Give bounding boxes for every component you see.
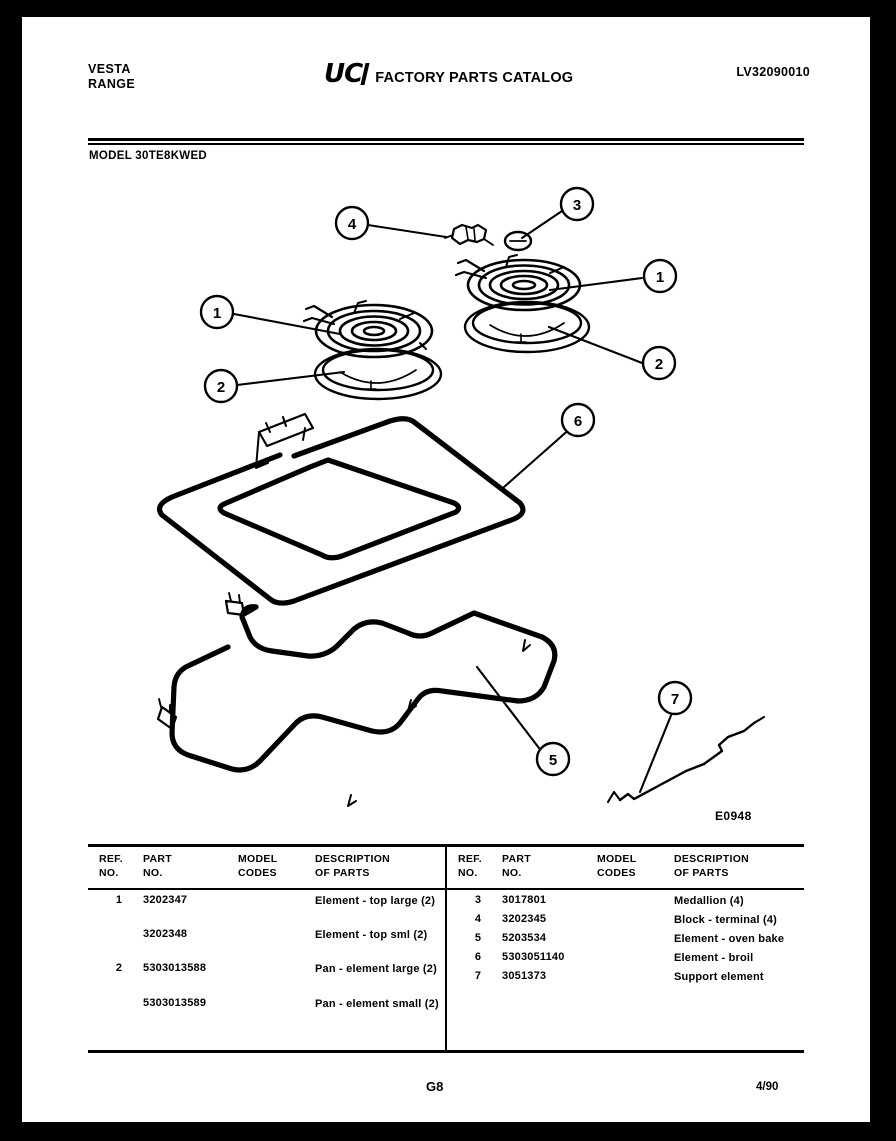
brand-category: RANGE <box>88 77 136 91</box>
bake-support-clips <box>348 640 530 806</box>
cell-part: 3202345 <box>502 913 547 925</box>
cell-part: 5203534 <box>502 932 547 944</box>
element-broil <box>160 419 523 603</box>
leader-4 <box>368 225 446 237</box>
cell-part: 5303013588 <box>143 962 207 974</box>
leader-5 <box>477 667 542 752</box>
cell-part: 5303013589 <box>143 997 207 1009</box>
revision-date: 4/90 <box>756 1081 779 1093</box>
parts-table-left <box>88 844 445 1053</box>
cell-part: 5303051140 <box>502 951 565 963</box>
cell-ref: 1 <box>115 894 123 906</box>
table-row <box>447 970 804 989</box>
header-model-codes: MODEL CODES <box>238 853 278 879</box>
medallion <box>505 232 531 250</box>
cell-ref: 6 <box>474 951 482 963</box>
figure-code: E0948 <box>715 809 752 823</box>
table-rows-left <box>88 894 445 1031</box>
callout-4-label: 4 <box>347 216 357 233</box>
cell-desc: Pan - element large (2) <box>315 963 437 975</box>
cell-desc: Element - broil <box>674 952 754 964</box>
cell-ref: 7 <box>474 970 482 982</box>
header-ref-no: REF. NO. <box>99 853 123 879</box>
callout-2-left-label: 2 <box>216 379 226 396</box>
callout-6-label: 6 <box>573 413 583 430</box>
table-header-left <box>88 853 445 887</box>
header-part-no: PART NO. <box>143 853 173 879</box>
header-description: DESCRIPTION OF PARTS <box>315 853 391 879</box>
cell-desc: Pan - element small (2) <box>315 998 439 1010</box>
header-model-codes: MODEL CODES <box>597 853 637 879</box>
table-rows-right <box>447 894 804 989</box>
cell-desc: Element - oven bake <box>674 933 785 945</box>
callout-2-right-label: 2 <box>654 356 664 373</box>
table-row <box>88 928 445 962</box>
callout-1-left-label: 1 <box>212 305 222 322</box>
leader-1-right <box>550 278 642 290</box>
callout-1-right-label: 1 <box>655 269 665 286</box>
catalog-page <box>22 17 870 1122</box>
parts-illustration <box>22 167 870 827</box>
cell-part: 3202348 <box>143 928 188 940</box>
cell-desc: Block - terminal (4) <box>674 914 778 926</box>
header-ref-no: REF. NO. <box>458 853 482 879</box>
table-row <box>447 951 804 970</box>
header-description: DESCRIPTION OF PARTS <box>674 853 750 879</box>
table-header-right <box>447 853 804 887</box>
callout-3-label: 3 <box>572 197 582 214</box>
callout-7-label: 7 <box>670 691 680 708</box>
leader-6 <box>504 427 572 487</box>
header-rule-thick <box>88 138 804 141</box>
header-rule-thin <box>88 143 804 145</box>
cell-ref: 3 <box>474 894 482 906</box>
leader-2-right <box>549 327 642 363</box>
parts-table <box>88 844 804 1060</box>
header-part-no: PART NO. <box>502 853 532 879</box>
table-row <box>447 932 804 951</box>
parts-table-right <box>447 844 804 1053</box>
block-terminal <box>445 225 493 245</box>
cell-part: 3017801 <box>502 894 547 906</box>
cell-part: 3051373 <box>502 970 547 982</box>
cell-desc: Medallion (4) <box>674 895 744 907</box>
cell-part: 3202347 <box>143 894 188 906</box>
support-element <box>608 717 764 802</box>
catalog-number: LV32090010 <box>736 65 810 79</box>
cell-desc: Element - top sml (2) <box>315 929 428 941</box>
cell-desc: Element - top large (2) <box>315 895 436 907</box>
table-row <box>88 894 445 928</box>
callout-5-label: 5 <box>548 752 558 769</box>
brand-label <box>88 62 135 92</box>
table-row <box>447 894 804 913</box>
model-line: MODEL 30TE8KWED <box>89 150 208 162</box>
uci-logo: UC <box>324 59 363 89</box>
catalog-title: FACTORY PARTS CATALOG <box>375 70 574 86</box>
page-number: G8 <box>426 1079 444 1094</box>
catalog-masthead <box>324 59 574 89</box>
cell-ref: 4 <box>474 913 482 925</box>
table-row <box>447 913 804 932</box>
cell-ref: 2 <box>115 962 123 974</box>
cell-ref: 5 <box>474 932 482 944</box>
table-row <box>88 997 445 1031</box>
table-row <box>88 962 445 997</box>
brand-name: VESTA <box>88 62 131 76</box>
element-oven-bake <box>172 607 558 770</box>
cell-desc: Support element <box>674 971 764 983</box>
